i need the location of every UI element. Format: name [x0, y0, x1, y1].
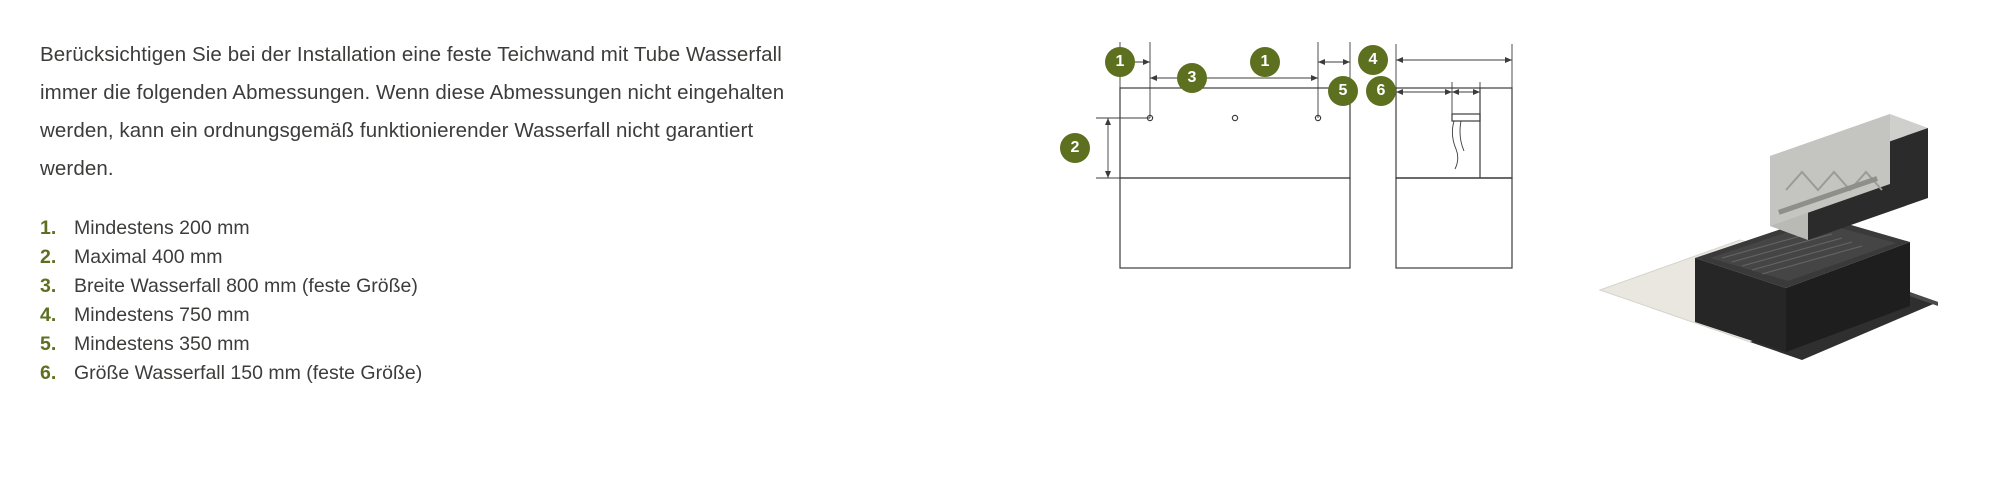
spec-label: Mindestens 350 mm: [74, 333, 250, 355]
badge-5: 5: [1328, 76, 1358, 106]
front-wall-lower: [1120, 178, 1350, 268]
spec-number: 3.: [40, 275, 57, 297]
badge-1-right: 1: [1250, 47, 1280, 77]
product-render: [1590, 90, 1950, 370]
spec-label: Breite Wasserfall 800 mm (feste Größe): [74, 275, 418, 297]
spec-label: Mindestens 200 mm: [74, 217, 250, 239]
list-item: [40, 214, 800, 243]
spec-label: Maximal 400 mm: [74, 246, 223, 268]
text-column: [40, 36, 800, 388]
badge-3: 3: [1177, 63, 1207, 93]
spec-number: 4.: [40, 304, 57, 326]
spec-number: 1.: [40, 217, 57, 239]
list-item: [40, 243, 800, 272]
list-item: [40, 330, 800, 359]
spec-number: 6.: [40, 362, 57, 384]
badge-2: 2: [1060, 133, 1090, 163]
spec-number: 5.: [40, 333, 57, 355]
list-item: [40, 359, 800, 388]
water-stream-2: [1460, 121, 1464, 151]
spout-body: [1452, 114, 1480, 121]
spec-number: 2.: [40, 246, 57, 268]
badge-6: 6: [1366, 76, 1396, 106]
intro-paragraph: Berücksichtigen Sie bei der Installation eine feste Teichwand mit Tube Wasserfall immer die folgenden Abmessungen. Wenn diese Abmessungen nicht eingehalten werden, kann ein ordnungsgemäß funktionierender Wasserfall nicht garantiert werden.: [40, 43, 785, 180]
spec-label: Größe Wasserfall 150 mm (feste Größe): [74, 362, 423, 384]
technical-diagrams: [1040, 30, 1600, 350]
water-stream: [1452, 121, 1457, 169]
product-render-svg: [1590, 90, 1950, 370]
dimension-drawings-svg: [1040, 30, 1600, 350]
spec-list: [40, 214, 800, 388]
list-item: [40, 272, 800, 301]
front-hole-middle: [1232, 115, 1237, 120]
side-wall-lower: [1396, 178, 1512, 268]
spec-label: Mindestens 750 mm: [74, 304, 250, 326]
list-item: [40, 301, 800, 330]
front-wall-upper: [1120, 88, 1350, 178]
badge-4: 4: [1358, 45, 1388, 75]
side-wall-upper: [1396, 88, 1512, 178]
badge-1-left: 1: [1105, 47, 1135, 77]
